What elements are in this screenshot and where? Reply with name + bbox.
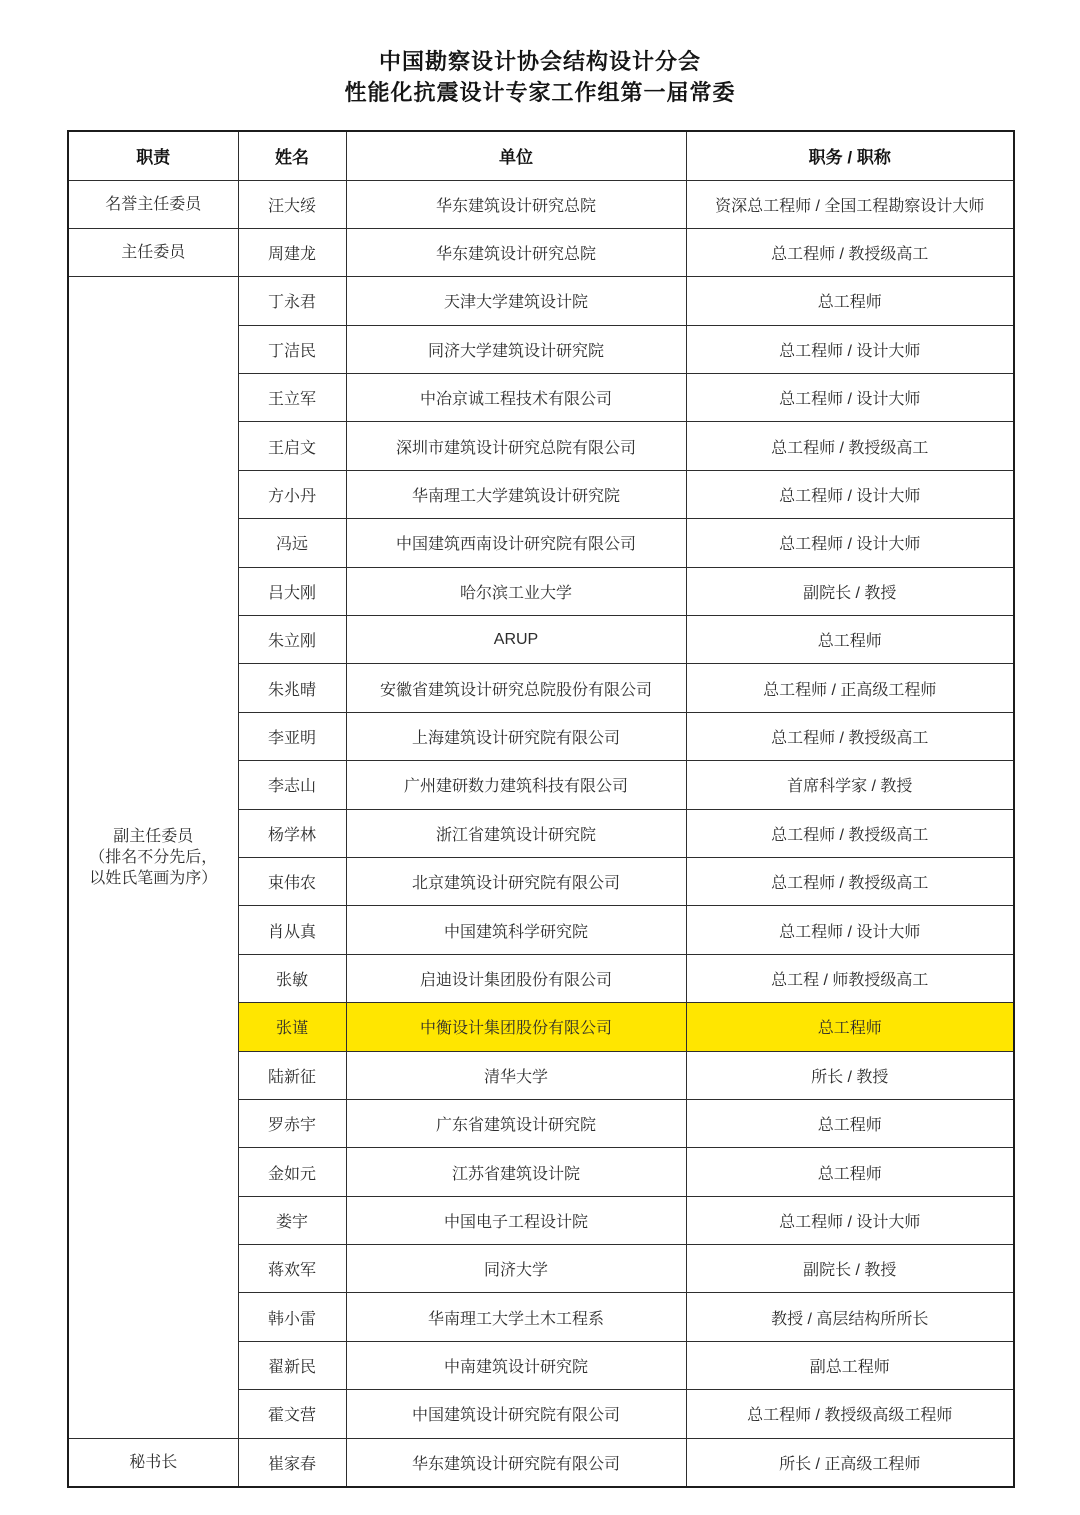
name-cell: 周建龙 [238,228,346,276]
name-cell: 李亚明 [238,712,346,760]
org-cell: 中冶京诚工程技术有限公司 [346,374,686,422]
org-cell: 同济大学建筑设计研究院 [346,325,686,373]
title-cell: 总工程师 [686,616,1014,664]
name-cell: 韩小雷 [238,1293,346,1341]
page-title [0,46,1080,108]
table-row [68,1438,1014,1486]
role-cell [68,228,238,276]
title-cell: 总工程师 / 设计大师 [686,519,1014,567]
org-cell: 中国电子工程设计院 [346,1196,686,1244]
header-row [68,131,1014,180]
role-line: 名誉主任委员 [105,195,202,213]
org-cell: 华东建筑设计研究总院 [346,180,686,228]
name-cell: 吕大刚 [238,567,346,615]
org-cell: 中衡设计集团股份有限公司 [346,1003,686,1051]
role-cell [68,180,238,228]
title-cell: 副院长 / 教授 [686,1245,1014,1293]
title-cell: 总工程师 / 教授级高工 [686,857,1014,905]
title-cell: 总工程师 / 教授级高工 [686,712,1014,760]
name-cell: 丁永君 [238,277,346,325]
org-cell: 江苏省建筑设计院 [346,1148,686,1196]
title-cell: 总工程师 [686,1099,1014,1147]
column-header-title: 职务 / 职称 [686,131,1014,180]
org-cell: 广东省建筑设计研究院 [346,1099,686,1147]
page-title-line1: 中国勘察设计协会结构设计分会 [378,49,701,74]
name-cell: 蒋欢军 [238,1245,346,1293]
title-cell: 首席科学家 / 教授 [686,761,1014,809]
title-cell: 总工程师 [686,277,1014,325]
name-cell: 陆新征 [238,1051,346,1099]
org-cell: 华东建筑设计研究院有限公司 [346,1438,686,1486]
org-cell: ARUP [346,616,686,664]
table-row [68,180,1014,228]
title-cell: 总工程师 [686,1148,1014,1196]
org-cell: 中国建筑设计研究院有限公司 [346,1390,686,1438]
org-cell: 清华大学 [346,1051,686,1099]
name-cell: 翟新民 [238,1341,346,1389]
name-cell: 方小丹 [238,470,346,518]
title-cell: 总工程 / 师教授级高工 [686,954,1014,1002]
title-cell: 资深总工程师 / 全国工程勘察设计大师 [686,180,1014,228]
column-header-org: 单位 [346,131,686,180]
table-row [68,277,1014,325]
title-cell: 总工程师 / 正高级工程师 [686,664,1014,712]
name-cell: 丁洁民 [238,325,346,373]
name-cell: 崔家春 [238,1438,346,1486]
org-cell: 天津大学建筑设计院 [346,277,686,325]
committee-table [67,130,1015,1488]
name-cell: 束伟农 [238,857,346,905]
org-cell: 同济大学 [346,1245,686,1293]
title-cell: 教授 / 高层结构所所长 [686,1293,1014,1341]
title-cell: 总工程师 / 设计大师 [686,470,1014,518]
title-cell: 所长 / 正高级工程师 [686,1438,1014,1486]
org-cell: 上海建筑设计研究院有限公司 [346,712,686,760]
table-row [68,228,1014,276]
name-cell: 朱兆晴 [238,664,346,712]
title-cell: 副院长 / 教授 [686,567,1014,615]
title-cell: 总工程师 / 教授级高级工程师 [686,1390,1014,1438]
name-cell: 王立军 [238,374,346,422]
org-cell: 华南理工大学土木工程系 [346,1293,686,1341]
role-line: 秘书长 [129,1453,178,1471]
org-cell: 华东建筑设计研究总院 [346,228,686,276]
title-cell: 副总工程师 [686,1341,1014,1389]
org-cell: 中国建筑科学研究院 [346,906,686,954]
name-cell: 肖从真 [238,906,346,954]
column-header-duty: 职责 [68,131,238,180]
name-cell: 张谨 [238,1003,346,1051]
role-line: 主任委员 [121,244,186,262]
name-cell: 张敏 [238,954,346,1002]
org-cell: 广州建研数力建筑科技有限公司 [346,761,686,809]
name-cell: 王启文 [238,422,346,470]
table-body [68,180,1014,1487]
title-cell: 所长 / 教授 [686,1051,1014,1099]
name-cell: 娄宇 [238,1196,346,1244]
name-cell: 金如元 [238,1148,346,1196]
name-cell: 杨学林 [238,809,346,857]
title-cell: 总工程师 / 设计大师 [686,325,1014,373]
org-cell: 北京建筑设计研究院有限公司 [346,857,686,905]
name-cell: 汪大绥 [238,180,346,228]
name-cell: 霍文营 [238,1390,346,1438]
title-cell: 总工程师 / 教授级高工 [686,228,1014,276]
name-cell: 罗赤宇 [238,1099,346,1147]
org-cell: 华南理工大学建筑设计研究院 [346,470,686,518]
role-line: 以姓氏笔画为序） [89,869,218,887]
role-line: 副主任委员 [113,827,194,845]
org-cell: 中国建筑西南设计研究院有限公司 [346,519,686,567]
org-cell: 浙江省建筑设计研究院 [346,809,686,857]
page-title-line2: 性能化抗震设计专家工作组第一届常委 [344,80,736,105]
role-line: （排名不分先后， [89,848,218,866]
name-cell: 冯远 [238,519,346,567]
title-cell: 总工程师 / 设计大师 [686,906,1014,954]
table-header [68,131,1014,180]
name-cell: 朱立刚 [238,616,346,664]
title-cell: 总工程师 / 设计大师 [686,1196,1014,1244]
title-cell: 总工程师 / 教授级高工 [686,809,1014,857]
role-cell [68,277,238,1438]
title-cell: 总工程师 / 设计大师 [686,374,1014,422]
org-cell: 中南建筑设计研究院 [346,1341,686,1389]
title-cell: 总工程师 / 教授级高工 [686,422,1014,470]
org-cell: 启迪设计集团股份有限公司 [346,954,686,1002]
org-cell: 哈尔滨工业大学 [346,567,686,615]
name-cell: 李志山 [238,761,346,809]
column-header-name: 姓名 [238,131,346,180]
title-cell: 总工程师 [686,1003,1014,1051]
role-cell [68,1438,238,1486]
org-cell: 安徽省建筑设计研究总院股份有限公司 [346,664,686,712]
org-cell: 深圳市建筑设计研究总院有限公司 [346,422,686,470]
